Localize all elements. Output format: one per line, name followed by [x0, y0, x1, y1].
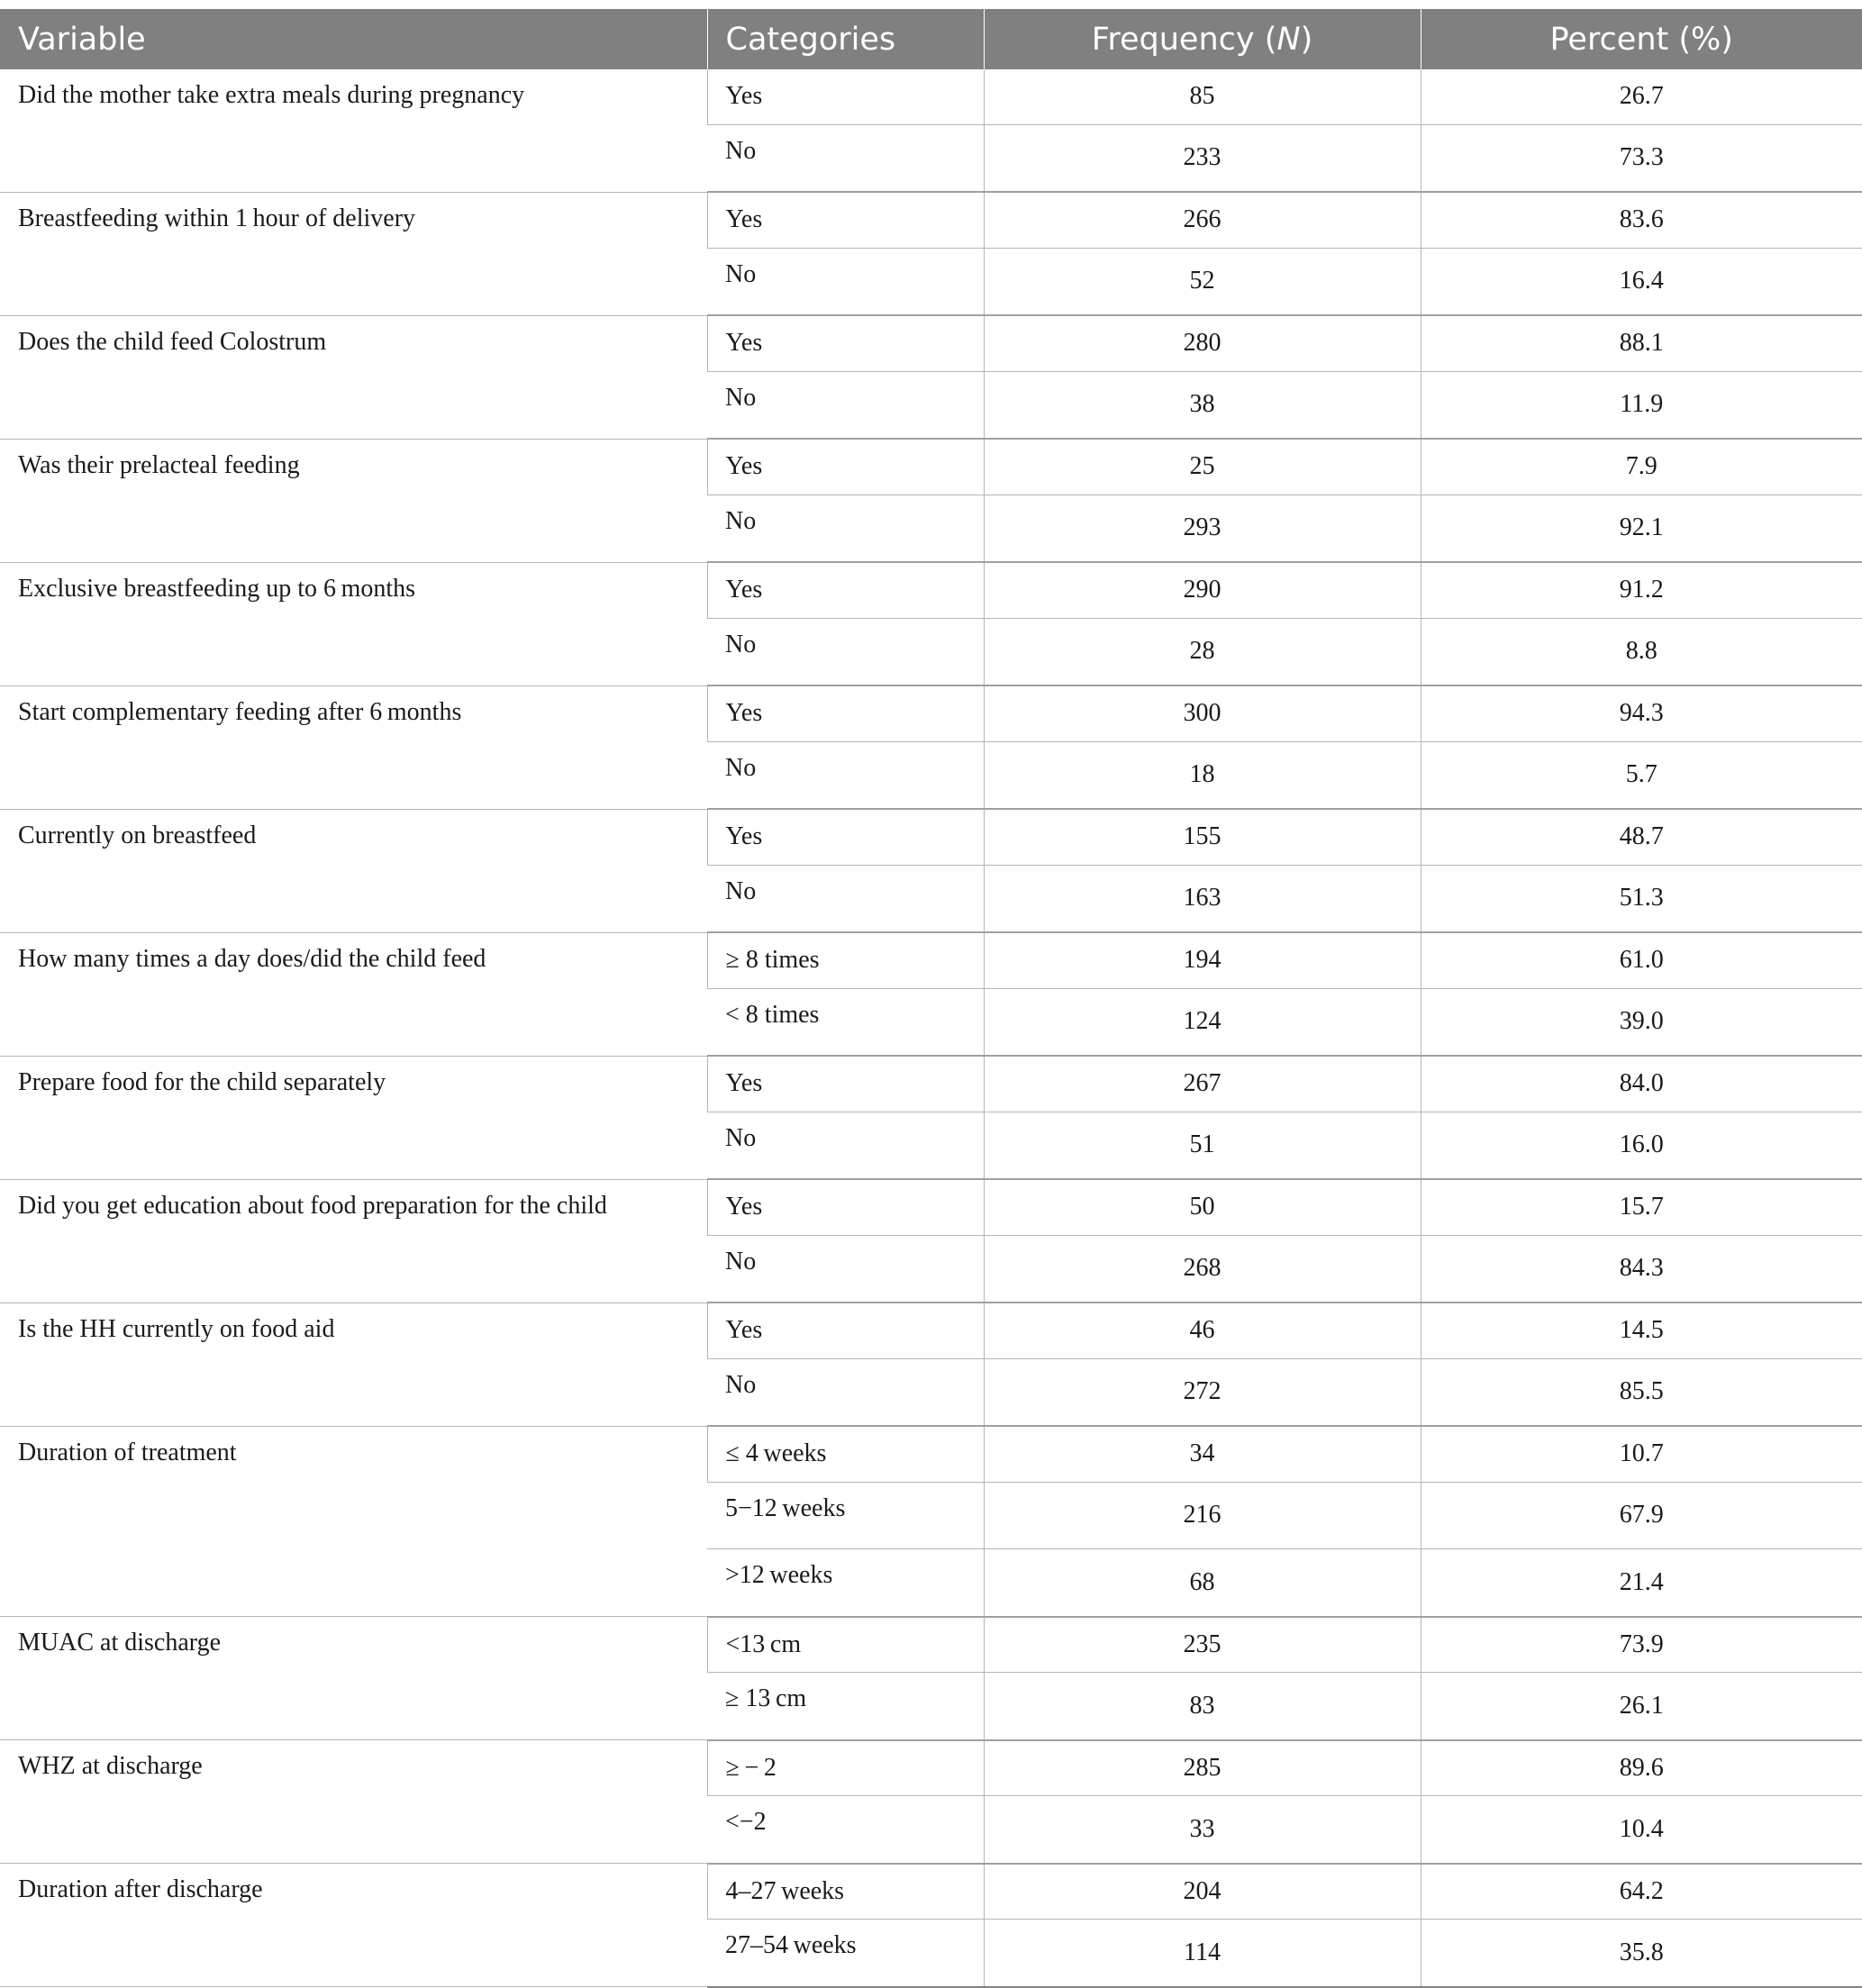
percent-cell: 73.3	[1421, 124, 1862, 192]
frequency-cell: 300	[984, 685, 1421, 741]
header-variable: Variable	[0, 9, 707, 69]
frequency-cell: 51	[984, 1112, 1421, 1179]
category-cell: ≥ 13 cm	[707, 1673, 984, 1740]
percent-cell: 84.0	[1421, 1056, 1862, 1112]
variable-cell: Is the HH currently on food aid	[0, 1303, 707, 1426]
category-cell: < 8 times	[707, 988, 984, 1056]
percent-cell: 16.0	[1421, 1112, 1862, 1179]
table-row	[0, 932, 1862, 988]
percent-cell: 88.1	[1421, 315, 1862, 371]
frequency-cell: 267	[984, 1056, 1421, 1112]
percent-cell: 92.1	[1421, 495, 1862, 562]
category-cell: ≥ 8 times	[707, 932, 984, 988]
frequency-cell: 293	[984, 495, 1421, 562]
table-row	[0, 562, 1862, 618]
percent-cell: 39.0	[1421, 988, 1862, 1056]
frequency-cell: 34	[984, 1426, 1421, 1482]
frequency-cell: 233	[984, 124, 1421, 192]
header-categories: Categories	[707, 9, 984, 69]
percent-cell: 10.7	[1421, 1426, 1862, 1482]
frequency-cell: 46	[984, 1303, 1421, 1358]
percent-cell: 67.9	[1421, 1482, 1862, 1549]
category-cell: No	[707, 1112, 984, 1179]
table-row	[0, 1303, 1862, 1358]
category-cell: Yes	[707, 439, 984, 495]
data-table	[0, 9, 1862, 1988]
header-row	[0, 9, 1862, 69]
frequency-cell: 285	[984, 1740, 1421, 1796]
frequency-cell: 83	[984, 1673, 1421, 1740]
table-row	[0, 69, 1862, 124]
frequency-cell: 52	[984, 248, 1421, 315]
table-row	[0, 1179, 1862, 1235]
variable-cell: Prepare food for the child separately	[0, 1056, 707, 1179]
percent-cell: 94.3	[1421, 685, 1862, 741]
header-frequency-prefix: Frequency (	[1091, 21, 1277, 58]
percent-cell: 21.4	[1421, 1549, 1862, 1617]
frequency-cell: 280	[984, 315, 1421, 371]
table-row	[0, 685, 1862, 741]
category-cell: Yes	[707, 809, 984, 865]
percent-cell: 51.3	[1421, 865, 1862, 932]
variable-cell: WHZ at discharge	[0, 1740, 707, 1864]
frequency-cell: 163	[984, 865, 1421, 932]
category-cell: No	[707, 741, 984, 809]
category-cell: No	[707, 865, 984, 932]
category-cell: No	[707, 1358, 984, 1426]
variable-cell: Duration of treatment	[0, 1426, 707, 1617]
category-cell: Yes	[707, 192, 984, 248]
variable-cell: Exclusive breastfeeding up to 6 months	[0, 562, 707, 685]
frequency-cell: 18	[984, 741, 1421, 809]
variable-cell: Start complementary feeding after 6 months	[0, 685, 707, 809]
category-cell: 5−12 weeks	[707, 1482, 984, 1549]
table-row	[0, 1617, 1862, 1673]
table-body	[0, 69, 1862, 1987]
table-row	[0, 439, 1862, 495]
category-cell: No	[707, 1235, 984, 1303]
percent-cell: 15.7	[1421, 1179, 1862, 1235]
table-row	[0, 1426, 1862, 1482]
percent-cell: 73.9	[1421, 1617, 1862, 1673]
frequency-cell: 33	[984, 1796, 1421, 1864]
percent-cell: 85.5	[1421, 1358, 1862, 1426]
variable-cell: Does the child feed Colostrum	[0, 315, 707, 439]
frequency-cell: 50	[984, 1179, 1421, 1235]
category-cell: ≤ 4 weeks	[707, 1426, 984, 1482]
frequency-cell: 25	[984, 439, 1421, 495]
table-row	[0, 1740, 1862, 1796]
category-cell: ≥ − 2	[707, 1740, 984, 1796]
table-header	[0, 9, 1862, 69]
percent-cell: 16.4	[1421, 248, 1862, 315]
category-cell: 4–27 weeks	[707, 1864, 984, 1920]
category-cell: No	[707, 124, 984, 192]
header-frequency	[984, 9, 1421, 69]
frequency-cell: 216	[984, 1482, 1421, 1549]
percent-cell: 11.9	[1421, 371, 1862, 439]
header-frequency-suffix: )	[1300, 21, 1313, 58]
percent-cell: 26.7	[1421, 69, 1862, 124]
variable-cell: Did the mother take extra meals during pregnancy	[0, 69, 707, 192]
percent-cell: 8.8	[1421, 618, 1862, 685]
category-cell: No	[707, 618, 984, 685]
frequency-cell: 155	[984, 809, 1421, 865]
frequency-cell: 28	[984, 618, 1421, 685]
header-frequency-n: N	[1276, 21, 1301, 58]
header-percent: Percent (%)	[1421, 9, 1862, 69]
category-cell: Yes	[707, 69, 984, 124]
category-cell: No	[707, 248, 984, 315]
percent-cell: 5.7	[1421, 741, 1862, 809]
category-cell: No	[707, 371, 984, 439]
variable-cell: Was their prelacteal feeding	[0, 439, 707, 562]
category-cell: <13 cm	[707, 1617, 984, 1673]
frequency-cell: 38	[984, 371, 1421, 439]
frequency-cell: 194	[984, 932, 1421, 988]
frequency-cell: 290	[984, 562, 1421, 618]
percent-cell: 61.0	[1421, 932, 1862, 988]
category-cell: 27–54 weeks	[707, 1920, 984, 1987]
percent-cell: 64.2	[1421, 1864, 1862, 1920]
percent-cell: 10.4	[1421, 1796, 1862, 1864]
data-table-container	[0, 9, 1862, 1988]
frequency-cell: 85	[984, 69, 1421, 124]
frequency-cell: 272	[984, 1358, 1421, 1426]
frequency-cell: 204	[984, 1864, 1421, 1920]
variable-cell: Currently on breastfeed	[0, 809, 707, 932]
table-row	[0, 1056, 1862, 1112]
percent-cell: 14.5	[1421, 1303, 1862, 1358]
category-cell: No	[707, 495, 984, 562]
frequency-cell: 68	[984, 1549, 1421, 1617]
variable-cell: How many times a day does/did the child feed	[0, 932, 707, 1056]
percent-cell: 7.9	[1421, 439, 1862, 495]
percent-cell: 35.8	[1421, 1920, 1862, 1987]
frequency-cell: 124	[984, 988, 1421, 1056]
percent-cell: 91.2	[1421, 562, 1862, 618]
table-row	[0, 315, 1862, 371]
frequency-cell: 235	[984, 1617, 1421, 1673]
table-row	[0, 1864, 1862, 1920]
percent-cell: 84.3	[1421, 1235, 1862, 1303]
percent-cell: 89.6	[1421, 1740, 1862, 1796]
category-cell: <−2	[707, 1796, 984, 1864]
table-row	[0, 809, 1862, 865]
frequency-cell: 114	[984, 1920, 1421, 1987]
category-cell: Yes	[707, 685, 984, 741]
category-cell: Yes	[707, 1179, 984, 1235]
percent-cell: 26.1	[1421, 1673, 1862, 1740]
percent-cell: 83.6	[1421, 192, 1862, 248]
variable-cell: Duration after discharge	[0, 1864, 707, 1987]
frequency-cell: 266	[984, 192, 1421, 248]
category-cell: >12 weeks	[707, 1549, 984, 1617]
variable-cell: MUAC at discharge	[0, 1617, 707, 1740]
table-row	[0, 192, 1862, 248]
frequency-cell: 268	[984, 1235, 1421, 1303]
variable-cell: Did you get education about food preparation for the child	[0, 1179, 707, 1303]
category-cell: Yes	[707, 1056, 984, 1112]
category-cell: Yes	[707, 315, 984, 371]
variable-cell: Breastfeeding within 1 hour of delivery	[0, 192, 707, 315]
category-cell: Yes	[707, 1303, 984, 1358]
percent-cell: 48.7	[1421, 809, 1862, 865]
category-cell: Yes	[707, 562, 984, 618]
